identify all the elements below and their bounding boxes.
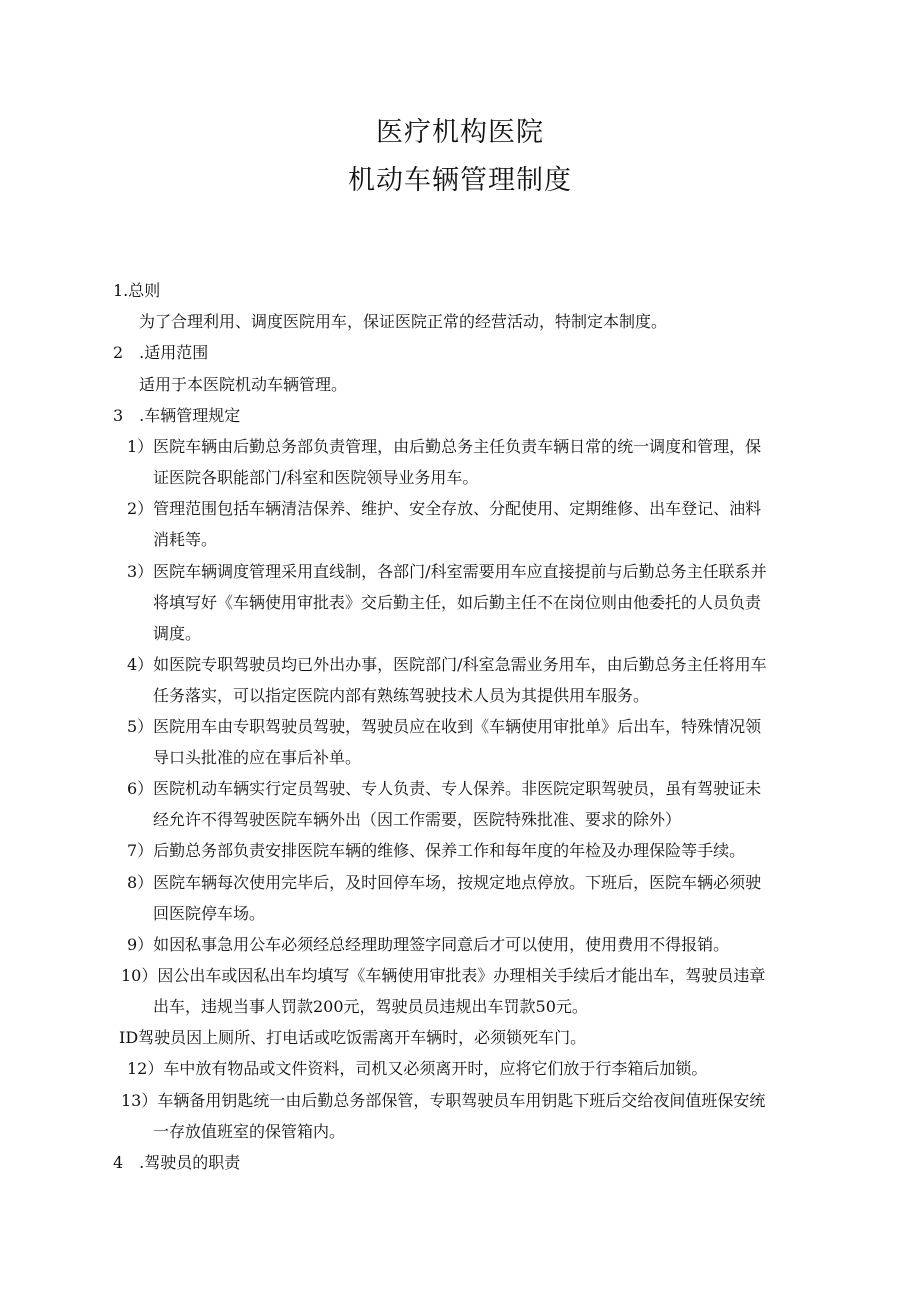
rule-item-line: 4）如医院专职驾驶员均已外出办事，医院部门/科室急需业务用车，由后勤总务主任将用车 [127, 655, 767, 674]
rule-item-line: 回医院停车场。 [153, 904, 266, 923]
document-subtitle: 机动车辆管理制度 [348, 165, 572, 196]
rule-item-line: 将填写好《车辆使用审批表》交后勤主任，如后勤主任不在岗位则由他委托的人员负责 [153, 593, 762, 612]
rule-item-line: 5）医院用车由专职驾驶员驾驶，驾驶员应在收到《车辆使用审批单》后出车，特殊情况领 [127, 717, 762, 736]
section-1-body: 为了合理利用、调度医院用车，保证医院正常的经营活动，特制定本制度。 [139, 312, 668, 331]
document-title: 医疗机构医院 [376, 117, 544, 148]
rule-item-line: 调度。 [153, 624, 202, 643]
section-3-heading: 3 .车辆管理规定 [113, 406, 241, 425]
rule-item-line: 9）如因私事急用公车必须经总经理助理签字同意后才可以使用，使用费用不得报销。 [127, 935, 730, 954]
rule-item-line: ID驾驶员因上厕所、打电话或吃饭需离开车辆时，必须锁死车门。 [119, 1028, 587, 1047]
rule-item-line: 7）后勤总务部负责安排医院车辆的维修、保养工作和每年度的年检及办理保险等手续。 [127, 841, 746, 860]
rule-item-line: 6）医院机动车辆实行定员驾驶、专人负责、专人保养。非医院定职驾驶员，虽有驾驶证未 [127, 779, 762, 798]
rule-item-line: 出车，违规当事人罚款200元，驾驶员员违规出车罚款50元。 [153, 997, 588, 1016]
rule-item-line: 消耗等。 [153, 530, 218, 549]
rule-item-line: 8）医院车辆每次使用完毕后，及时回停车场，按规定地点停放。下班后，医院车辆必须驶 [127, 873, 762, 892]
rule-item-line: 1）医院车辆由后勤总务部负责管理，由后勤总务主任负责车辆日常的统一调度和管理，保 [127, 437, 762, 456]
rule-item-line: 10）因公出车或因私出车均填写《车辆使用审批表》办理相关手续后才能出车，驾驶员违章 [121, 966, 766, 985]
rule-item-line: 2）管理范围包括车辆清洁保养、维护、安全存放、分配使用、定期维修、出车登记、油料 [127, 499, 762, 518]
rule-item-line: 一存放值班室的保管箱内。 [153, 1122, 346, 1141]
rule-item-line: 3）医院车辆调度管理采用直线制，各部门/科室需要用车应直接提前与后勤总务主任联系并 [127, 562, 767, 581]
rule-item-line: 导口头批准的应在事后补单。 [153, 748, 362, 767]
rule-item-line: 13）车辆备用钥匙统一由后勤总务部保管，专职驾驶员车用钥匙下班后交给夜间值班保安统 [121, 1091, 766, 1110]
section-2-body: 适用于本医院机动车辆管理。 [139, 375, 348, 394]
rule-item-line: 证医院各职能部门/科室和医院领导业务用车。 [153, 468, 479, 487]
section-1-heading: 1.总则 [113, 281, 161, 300]
section-4-heading: 4 .驾驶员的职责 [113, 1153, 241, 1172]
rule-item-line: 经允许不得驾驶医院车辆外出（因工作需要，医院特殊批准、要求的除外） [153, 810, 682, 829]
rule-item-line: 任务落实，可以指定医院内部有熟练驾驶技术人员为其提供用车服务。 [153, 686, 650, 705]
section-2-heading: 2 .适用范围 [113, 343, 209, 362]
rule-item-line: 12）车中放有物品或文件资料，司机又必须离开时，应将它们放于行李箱后加锁。 [127, 1059, 708, 1078]
